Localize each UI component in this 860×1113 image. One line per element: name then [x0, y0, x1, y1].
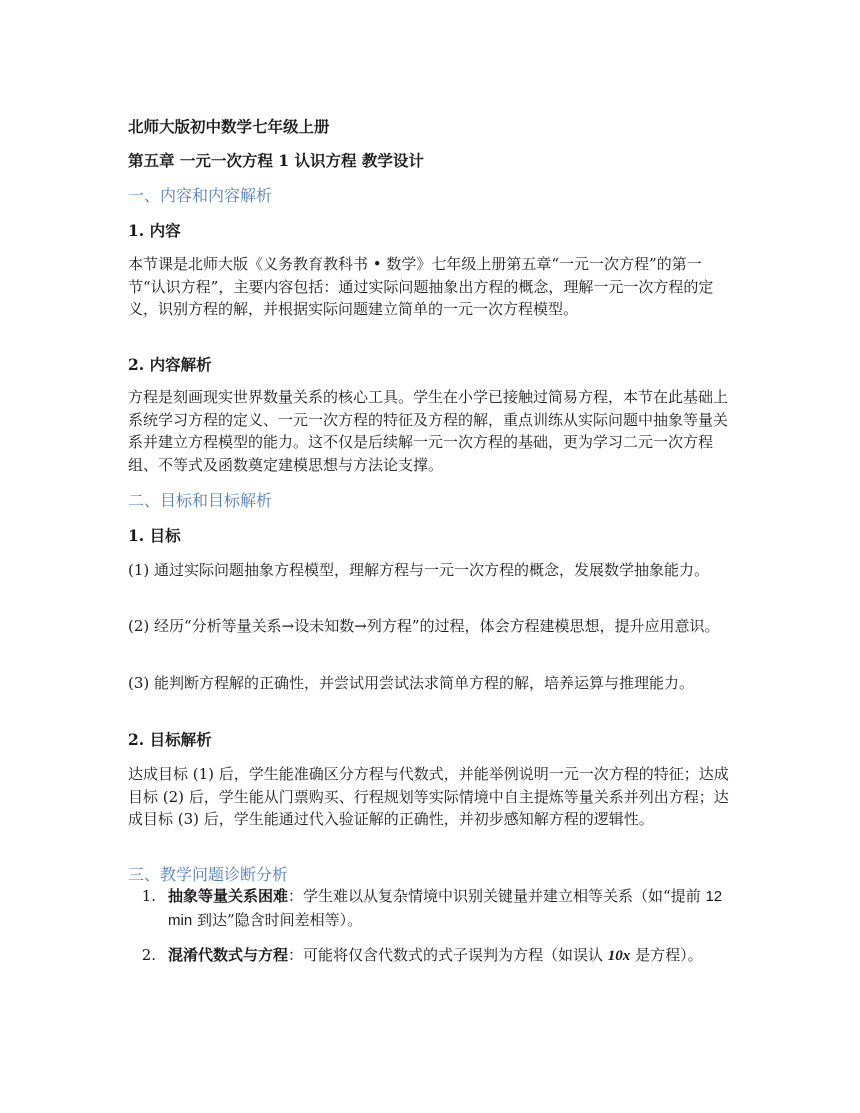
list-item-body-b: 到达”隐含时间差相等）。 — [192, 910, 363, 929]
list-item-text — [168, 944, 734, 968]
goal-item-2: (2) 经历“分析等量关系→设未知数→列方程”的过程，体会方程建模思想，提升应用意识。 — [128, 617, 720, 635]
algebraic-expression: 10x — [607, 948, 631, 965]
section-heading-diagnosis: 三、教学问题诊断分析 — [128, 865, 289, 884]
diagnosis-list — [128, 885, 734, 968]
list-item-body-a: ：学生难以从复杂情境中识别关键量并建立相等关系（如“提前 — [288, 887, 706, 905]
section-heading-content: 一、内容和内容解析 — [128, 186, 273, 205]
subheading-goal-analysis: 2. 目标解析 — [128, 730, 212, 749]
document-title: 北师大版初中数学七年级上册 — [128, 117, 330, 136]
list-number: 1. — [141, 887, 156, 905]
list-item-label: 抽象等量关系困难 — [168, 887, 289, 905]
goal-item-3: (3) 能判断方程解的正确性，并尝试用尝试法求简单方程的解，培养运算与推理能力。 — [128, 674, 695, 692]
subheading-goals: 1. 目标 — [128, 526, 181, 545]
paragraph-content: 本节课是北师大版《义务教育教科书 • 数学》七年级上册第五章“一元一次方程”的第一节“认识方程”，主要内容包括：通过实际问题抽象出方程的概念，理解一元一次方程的定义，识别方程的解，并根据实际问题建立简单的一元一次方程模型。 — [128, 255, 714, 319]
list-item — [128, 885, 734, 932]
paragraph-goal-analysis: 达成目标 (1) 后，学生能准确区分方程与代数式，并能举例说明一元一次方程的特征；达成目标 (2) 后，学生能从门票购买、行程规划等实际情境中自主提炼等量关系并列出方程；达成目标 (3) 后，学生能通过代入验证解的正确性，并初步感知解方程的逻辑性。 — [128, 765, 729, 829]
list-item-body-b: 是方程）。 — [630, 946, 703, 965]
time-value: 12 min — [168, 888, 723, 929]
list-item-body-a: ：可能将仅含代数式的式子误判为方程（如误认 — [288, 946, 608, 965]
subheading-content: 1. 内容 — [128, 221, 181, 240]
document-subtitle: 第五章 一元一次方程 1 认识方程 教学设计 — [128, 151, 424, 170]
list-item-text — [168, 885, 734, 932]
list-item-label: 混淆代数式与方程 — [168, 946, 289, 965]
list-item — [128, 944, 734, 968]
subheading-content-analysis: 2. 内容解析 — [128, 355, 212, 374]
goal-item-1: (1) 通过实际问题抽象方程模型，理解方程与一元一次方程的概念，发展数学抽象能力。 — [128, 561, 710, 579]
section-heading-goals: 二、目标和目标解析 — [128, 491, 273, 510]
paragraph-content-analysis: 方程是刻画现实世界数量关系的核心工具。学生在小学已接触过简易方程，本节在此基础上系统学习方程的定义、一元一次方程的特征及方程的解，重点训练从实际问题中抽象等量关系并建立方程模型的能力。这不仅是后续解一元一次方程的基础，更为学习二元一次方程组、不等式及函数奠定建模思想与方法论支撑。 — [128, 388, 729, 474]
list-number: 2. — [141, 946, 156, 965]
